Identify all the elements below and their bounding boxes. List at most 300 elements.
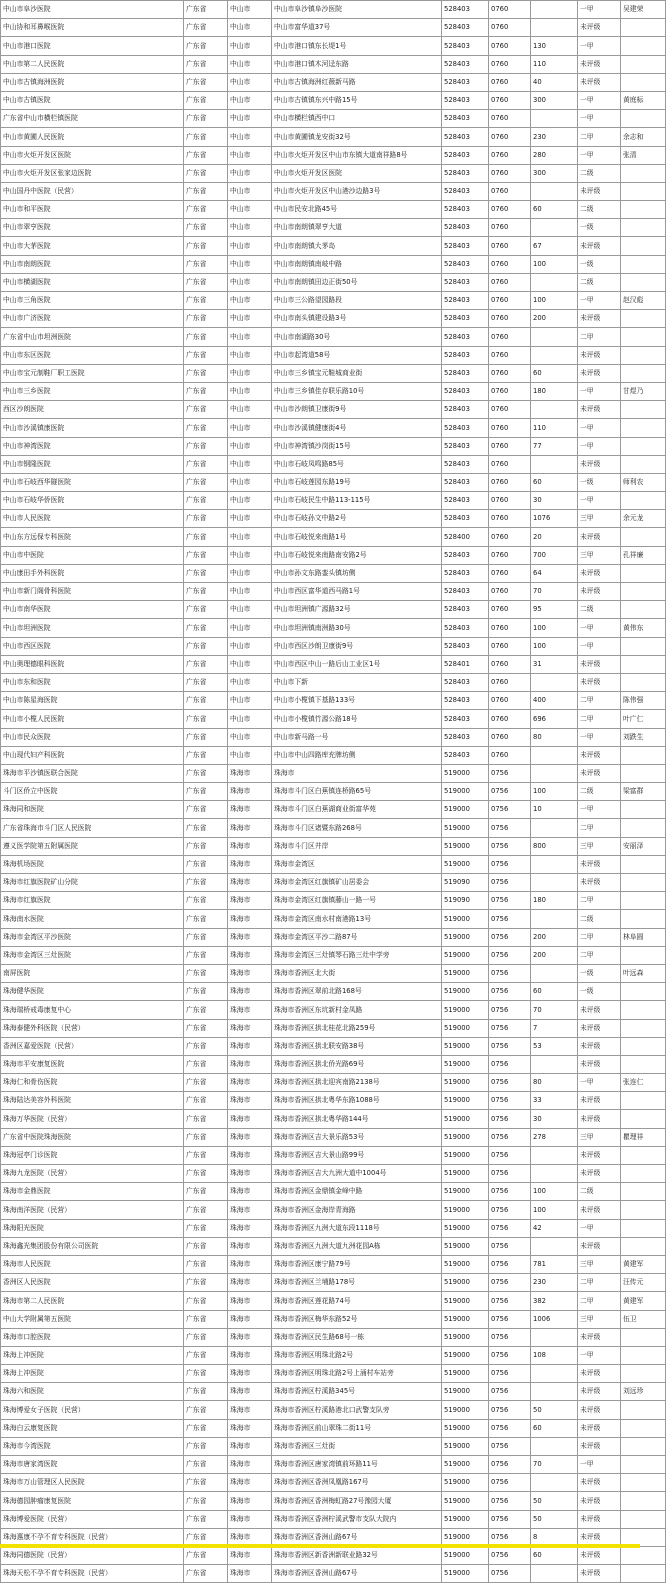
province-cell: 广东省 <box>184 601 228 619</box>
address-cell: 中山市南湖路30号 <box>272 328 442 346</box>
hospital-name-cell: 中山市第二人民医院 <box>1 55 184 73</box>
city-cell: 中山市 <box>228 510 272 528</box>
address-cell: 珠海市金湾区 <box>272 855 442 873</box>
address-cell: 珠海市香洲区拱北联安路38号 <box>272 1037 442 1055</box>
area-code-cell: 0756 <box>489 1510 531 1528</box>
address-cell: 珠海市香洲区吉大景乐路53号 <box>272 1128 442 1146</box>
level-cell: 未评级 <box>578 1474 621 1492</box>
area-code-cell: 0760 <box>489 219 531 237</box>
table-row <box>1 419 666 437</box>
province-cell: 广东省 <box>184 892 228 910</box>
province-cell: 广东省 <box>184 1074 228 1092</box>
level-cell: 未评级 <box>578 1201 621 1219</box>
area-code-cell: 0756 <box>489 1328 531 1346</box>
area-code-cell: 0760 <box>489 619 531 637</box>
head-cell <box>621 1019 666 1037</box>
level-cell: 未评级 <box>578 855 621 873</box>
address-cell: 珠海市香洲区兰埔路178号 <box>272 1274 442 1292</box>
area-code-cell: 0760 <box>489 328 531 346</box>
beds-cell: 30 <box>531 492 578 510</box>
city-cell: 珠海市 <box>228 855 272 873</box>
hospital-name-cell: 珠海德园肿瘤康复医院 <box>1 1492 184 1510</box>
province-cell: 广东省 <box>184 382 228 400</box>
level-cell: 未评级 <box>578 1401 621 1419</box>
area-code-cell: 0756 <box>489 1419 531 1437</box>
city-cell: 珠海市 <box>228 983 272 1001</box>
hospital-name-cell: 珠海陆达美容外科医院 <box>1 1092 184 1110</box>
hospital-name-cell: 珠海上冲医院 <box>1 1346 184 1364</box>
address-cell: 中山市石岐凤鸣路85号 <box>272 455 442 473</box>
city-cell: 珠海市 <box>228 1292 272 1310</box>
city-cell: 中山市 <box>228 692 272 710</box>
postcode-cell: 528403 <box>442 128 489 146</box>
head-cell <box>621 583 666 601</box>
area-code-cell: 0760 <box>489 37 531 55</box>
table-row <box>1 292 666 310</box>
city-cell: 中山市 <box>228 746 272 764</box>
city-cell: 中山市 <box>228 728 272 746</box>
beds-cell <box>531 401 578 419</box>
area-code-cell: 0756 <box>489 1492 531 1510</box>
province-cell: 广东省 <box>184 473 228 491</box>
table-row <box>1 764 666 782</box>
area-code-cell: 0756 <box>489 1546 531 1564</box>
area-code-cell: 0756 <box>489 1019 531 1037</box>
address-cell: 珠海市香洲区吉大九洲大道中1004号 <box>272 1165 442 1183</box>
head-cell <box>621 110 666 128</box>
province-cell: 广东省 <box>184 273 228 291</box>
province-cell: 广东省 <box>184 1 228 19</box>
area-code-cell: 0756 <box>489 1528 531 1546</box>
beds-cell: 1006 <box>531 1310 578 1328</box>
hospital-name-cell: 中山市三角医院 <box>1 292 184 310</box>
address-cell: 中山市中山四路库充牌坊侧 <box>272 746 442 764</box>
province-cell: 广东省 <box>184 1092 228 1110</box>
province-cell: 广东省 <box>184 874 228 892</box>
address-cell: 中山市三公路望园路段 <box>272 292 442 310</box>
postcode-cell: 519000 <box>442 1474 489 1492</box>
city-cell: 珠海市 <box>228 1183 272 1201</box>
level-cell: 二级 <box>578 910 621 928</box>
postcode-cell: 519000 <box>442 1365 489 1383</box>
head-cell: 刘跌生 <box>621 728 666 746</box>
level-cell: 二甲 <box>578 892 621 910</box>
beds-cell <box>531 1383 578 1401</box>
address-cell: 珠海市香洲区拱北粤华东路1088号 <box>272 1092 442 1110</box>
table-row <box>1 1546 666 1564</box>
table-row <box>1 310 666 328</box>
province-cell: 广东省 <box>184 910 228 928</box>
table-row <box>1 1492 666 1510</box>
postcode-cell: 528401 <box>442 655 489 673</box>
address-cell: 珠海市金湾区南水村南港路13号 <box>272 910 442 928</box>
beds-cell <box>531 874 578 892</box>
city-cell: 珠海市 <box>228 1419 272 1437</box>
beds-cell: 70 <box>531 1456 578 1474</box>
area-code-cell: 0756 <box>489 1001 531 1019</box>
province-cell: 广东省 <box>184 1492 228 1510</box>
area-code-cell: 0756 <box>489 1274 531 1292</box>
beds-cell: 60 <box>531 201 578 219</box>
beds-cell: 100 <box>531 1201 578 1219</box>
table-row <box>1 1365 666 1383</box>
city-cell: 珠海市 <box>228 946 272 964</box>
postcode-cell: 519000 <box>442 983 489 1001</box>
city-cell: 珠海市 <box>228 1546 272 1564</box>
address-cell: 珠海市香洲区九洲大道九洲花园A栋 <box>272 1237 442 1255</box>
province-cell: 广东省 <box>184 1383 228 1401</box>
address-cell: 中山市沙溪镇健康街4号 <box>272 419 442 437</box>
province-cell: 广东省 <box>184 855 228 873</box>
table-row <box>1 692 666 710</box>
table-row <box>1 1092 666 1110</box>
beds-cell <box>531 219 578 237</box>
area-code-cell: 0756 <box>489 1383 531 1401</box>
head-cell <box>621 55 666 73</box>
head-cell <box>621 1092 666 1110</box>
head-cell <box>621 364 666 382</box>
province-cell: 广东省 <box>184 510 228 528</box>
province-cell: 广东省 <box>184 764 228 782</box>
province-cell: 广东省 <box>184 91 228 109</box>
head-cell <box>621 1437 666 1455</box>
table-row <box>1 964 666 982</box>
hospital-name-cell: 广东省中山市横栏镇医院 <box>1 110 184 128</box>
head-cell <box>621 255 666 273</box>
beds-cell <box>531 1237 578 1255</box>
area-code-cell: 0760 <box>489 146 531 164</box>
address-cell: 中山市石岐悦来南路南安路2号 <box>272 546 442 564</box>
province-cell: 广东省 <box>184 1456 228 1474</box>
province-cell: 广东省 <box>184 401 228 419</box>
level-cell: 一甲 <box>578 492 621 510</box>
province-cell: 广东省 <box>184 492 228 510</box>
beds-cell <box>531 1165 578 1183</box>
table-row <box>1 1237 666 1255</box>
address-cell: 中山市石岐莲园东路19号 <box>272 473 442 491</box>
head-cell <box>621 1365 666 1383</box>
city-cell: 珠海市 <box>228 1146 272 1164</box>
city-cell: 中山市 <box>228 37 272 55</box>
city-cell: 中山市 <box>228 564 272 582</box>
table-row <box>1 728 666 746</box>
head-cell <box>621 528 666 546</box>
province-cell: 广东省 <box>184 1219 228 1237</box>
table-row <box>1 1037 666 1055</box>
province-cell: 广东省 <box>184 1328 228 1346</box>
postcode-cell: 528403 <box>442 364 489 382</box>
level-cell: 一甲 <box>578 37 621 55</box>
postcode-cell: 528403 <box>442 692 489 710</box>
province-cell: 广东省 <box>184 801 228 819</box>
postcode-cell: 528403 <box>442 55 489 73</box>
area-code-cell: 0756 <box>489 764 531 782</box>
postcode-cell: 519000 <box>442 1274 489 1292</box>
city-cell: 中山市 <box>228 583 272 601</box>
area-code-cell: 0760 <box>489 492 531 510</box>
hospital-name-cell: 中山市西区医院 <box>1 637 184 655</box>
city-cell: 中山市 <box>228 637 272 655</box>
table-row <box>1 219 666 237</box>
head-cell <box>621 492 666 510</box>
postcode-cell: 528403 <box>442 182 489 200</box>
hospital-name-cell: 珠海九龙医院（民营） <box>1 1165 184 1183</box>
city-cell: 中山市 <box>228 492 272 510</box>
city-cell: 中山市 <box>228 346 272 364</box>
table-row <box>1 819 666 837</box>
area-code-cell: 0760 <box>489 455 531 473</box>
province-cell: 广东省 <box>184 1365 228 1383</box>
head-cell: 余志和 <box>621 128 666 146</box>
head-cell <box>621 1346 666 1364</box>
head-cell <box>621 1219 666 1237</box>
head-cell: 吴建荣 <box>621 1 666 19</box>
area-code-cell: 0756 <box>489 1074 531 1092</box>
city-cell: 中山市 <box>228 273 272 291</box>
city-cell: 中山市 <box>228 201 272 219</box>
postcode-cell: 528403 <box>442 91 489 109</box>
beds-cell <box>531 819 578 837</box>
head-cell <box>621 164 666 182</box>
address-cell: 珠海市金湾区红旗镇矿山居委会 <box>272 874 442 892</box>
address-cell: 中山市坦洲镇南洲路30号 <box>272 619 442 637</box>
postcode-cell: 519000 <box>442 1055 489 1073</box>
hospital-name-cell: 珠海鑫光集团股份有限公司医院 <box>1 1237 184 1255</box>
area-code-cell: 0760 <box>489 273 531 291</box>
table-row <box>1 783 666 801</box>
head-cell <box>621 764 666 782</box>
beds-cell: 110 <box>531 419 578 437</box>
area-code-cell: 0760 <box>489 437 531 455</box>
province-cell: 广东省 <box>184 1165 228 1183</box>
hospital-name-cell: 中山市古镇医院 <box>1 91 184 109</box>
address-cell: 珠海市香洲区香洲山路67号 <box>272 1528 442 1546</box>
city-cell: 中山市 <box>228 601 272 619</box>
table-row <box>1 910 666 928</box>
postcode-cell: 519000 <box>442 1565 489 1583</box>
hospital-name-cell: 中山市神湾医院 <box>1 437 184 455</box>
city-cell: 中山市 <box>228 255 272 273</box>
level-cell: 一级 <box>578 964 621 982</box>
head-cell: 陈伟强 <box>621 692 666 710</box>
province-cell: 广东省 <box>184 219 228 237</box>
postcode-cell: 519000 <box>442 1437 489 1455</box>
beds-cell <box>531 110 578 128</box>
level-cell: 二甲 <box>578 710 621 728</box>
postcode-cell: 528403 <box>442 746 489 764</box>
level-cell: 未评级 <box>578 1365 621 1383</box>
level-cell: 二级 <box>578 201 621 219</box>
head-cell <box>621 1037 666 1055</box>
city-cell: 中山市 <box>228 1 272 19</box>
city-cell: 中山市 <box>228 128 272 146</box>
head-cell: 黄建军 <box>621 1255 666 1273</box>
table-row <box>1 564 666 582</box>
postcode-cell: 519000 <box>442 1383 489 1401</box>
hospital-name-cell: 中山市小榄人民医院 <box>1 710 184 728</box>
postcode-cell: 519000 <box>442 946 489 964</box>
beds-cell: 60 <box>531 1419 578 1437</box>
city-cell: 珠海市 <box>228 874 272 892</box>
hospital-name-cell: 中山市东区医院 <box>1 346 184 364</box>
hospital-name-cell: 珠海南水医院 <box>1 910 184 928</box>
beds-cell <box>531 910 578 928</box>
beds-cell <box>531 1055 578 1073</box>
area-code-cell: 0760 <box>489 637 531 655</box>
address-cell: 珠海市斗门区白蕉镇连桥路65号 <box>272 783 442 801</box>
province-cell: 广东省 <box>184 1565 228 1583</box>
postcode-cell: 519000 <box>442 1074 489 1092</box>
head-cell <box>621 1146 666 1164</box>
table-row <box>1 1055 666 1073</box>
city-cell: 珠海市 <box>228 783 272 801</box>
area-code-cell: 0756 <box>489 1456 531 1474</box>
beds-cell: 100 <box>531 619 578 637</box>
address-cell: 中山市起湾道58号 <box>272 346 442 364</box>
province-cell: 广东省 <box>184 964 228 982</box>
beds-cell <box>531 764 578 782</box>
postcode-cell: 528403 <box>442 455 489 473</box>
area-code-cell: 0756 <box>489 1401 531 1419</box>
city-cell: 珠海市 <box>228 1128 272 1146</box>
address-cell: 中山市阜沙镇阜沙医院 <box>272 1 442 19</box>
area-code-cell: 0756 <box>489 874 531 892</box>
address-cell: 中山市火炬开发区医院 <box>272 164 442 182</box>
city-cell: 珠海市 <box>228 1401 272 1419</box>
area-code-cell: 0760 <box>489 19 531 37</box>
postcode-cell: 528403 <box>442 219 489 237</box>
postcode-cell: 528403 <box>442 419 489 437</box>
hospital-name-cell: 珠海市金湾区平沙医院 <box>1 928 184 946</box>
head-cell <box>621 1183 666 1201</box>
city-cell: 中山市 <box>228 146 272 164</box>
city-cell: 珠海市 <box>228 1437 272 1455</box>
city-cell: 中山市 <box>228 237 272 255</box>
province-cell: 广东省 <box>184 1037 228 1055</box>
address-cell: 中山市下新 <box>272 673 442 691</box>
hospital-name-cell: 斗门区侨立中医院 <box>1 783 184 801</box>
beds-cell: 400 <box>531 692 578 710</box>
area-code-cell: 0760 <box>489 55 531 73</box>
area-code-cell: 0760 <box>489 91 531 109</box>
city-cell: 中山市 <box>228 401 272 419</box>
city-cell: 珠海市 <box>228 801 272 819</box>
province-cell: 广东省 <box>184 346 228 364</box>
head-cell <box>621 73 666 91</box>
postcode-cell: 519000 <box>442 1219 489 1237</box>
level-cell: 未评级 <box>578 1092 621 1110</box>
postcode-cell: 519000 <box>442 1346 489 1364</box>
province-cell: 广东省 <box>184 1419 228 1437</box>
table-row <box>1 528 666 546</box>
head-cell: 甘煜乃 <box>621 382 666 400</box>
area-code-cell: 0760 <box>489 346 531 364</box>
head-cell <box>621 1456 666 1474</box>
head-cell <box>621 401 666 419</box>
city-cell: 中山市 <box>228 473 272 491</box>
hospital-name-cell: 珠海市平沙镇医联合医院 <box>1 764 184 782</box>
head-cell <box>621 1001 666 1019</box>
hospital-table-body <box>1 1 666 1583</box>
beds-cell <box>531 1474 578 1492</box>
table-row <box>1 546 666 564</box>
postcode-cell: 519000 <box>442 1328 489 1346</box>
address-cell: 珠海市香洲区三灶街 <box>272 1437 442 1455</box>
address-cell: 中山市富华道37号 <box>272 19 442 37</box>
hospital-name-cell: 中山市港口医院 <box>1 37 184 55</box>
beds-cell: 50 <box>531 1401 578 1419</box>
head-cell <box>621 455 666 473</box>
area-code-cell: 0760 <box>489 692 531 710</box>
hospital-name-cell: 广东省中山市坦洲医院 <box>1 328 184 346</box>
head-cell <box>621 601 666 619</box>
address-cell: 珠海市香洲区北大街 <box>272 964 442 982</box>
table-row <box>1 73 666 91</box>
table-row <box>1 237 666 255</box>
address-cell: 中山市横栏镇西中口 <box>272 110 442 128</box>
address-cell: 珠海市香洲区梅华东路52号 <box>272 1310 442 1328</box>
postcode-cell: 519000 <box>442 1019 489 1037</box>
area-code-cell: 0760 <box>489 110 531 128</box>
beds-cell: 80 <box>531 728 578 746</box>
hospital-name-cell: 中山市钢隆医院 <box>1 455 184 473</box>
area-code-cell: 0756 <box>489 1346 531 1364</box>
level-cell: 二级 <box>578 1183 621 1201</box>
area-code-cell: 0760 <box>489 164 531 182</box>
city-cell: 中山市 <box>228 364 272 382</box>
area-code-cell: 0756 <box>489 1146 531 1164</box>
beds-cell: 60 <box>531 473 578 491</box>
city-cell: 中山市 <box>228 419 272 437</box>
address-cell: 中山市新马路一号 <box>272 728 442 746</box>
head-cell <box>621 419 666 437</box>
head-cell: 孔祥廉 <box>621 546 666 564</box>
province-cell: 广东省 <box>184 1437 228 1455</box>
table-row <box>1 1510 666 1528</box>
level-cell: 未评级 <box>578 1019 621 1037</box>
table-row <box>1 1419 666 1437</box>
level-cell: 一甲 <box>578 619 621 637</box>
head-cell: 梁富群 <box>621 783 666 801</box>
level-cell: 未评级 <box>578 55 621 73</box>
postcode-cell: 528403 <box>442 637 489 655</box>
area-code-cell: 0756 <box>489 1237 531 1255</box>
table-row <box>1 837 666 855</box>
head-cell <box>621 310 666 328</box>
postcode-cell: 528403 <box>442 164 489 182</box>
hospital-name-cell: 珠海机场医院 <box>1 855 184 873</box>
province-cell: 广东省 <box>184 164 228 182</box>
address-cell: 珠海市香洲区香洲柠溪武警市支队大院内 <box>272 1510 442 1528</box>
level-cell: 未评级 <box>578 182 621 200</box>
area-code-cell: 0760 <box>489 528 531 546</box>
hospital-name-cell: 珠海市金鼎医院 <box>1 1183 184 1201</box>
province-cell: 广东省 <box>184 110 228 128</box>
postcode-cell: 519000 <box>442 1510 489 1528</box>
hospital-name-cell: 中山市火炬开发区张家边医院 <box>1 164 184 182</box>
table-row <box>1 619 666 637</box>
postcode-cell: 528403 <box>442 292 489 310</box>
hospital-name-cell: 珠海天松不孕不育专科医院（民营） <box>1 1565 184 1583</box>
city-cell: 珠海市 <box>228 1019 272 1037</box>
province-cell: 广东省 <box>184 528 228 546</box>
city-cell: 珠海市 <box>228 1110 272 1128</box>
postcode-cell: 519000 <box>442 1128 489 1146</box>
head-cell <box>621 1110 666 1128</box>
province-cell: 广东省 <box>184 1128 228 1146</box>
city-cell: 珠海市 <box>228 1237 272 1255</box>
beds-cell <box>531 1565 578 1583</box>
